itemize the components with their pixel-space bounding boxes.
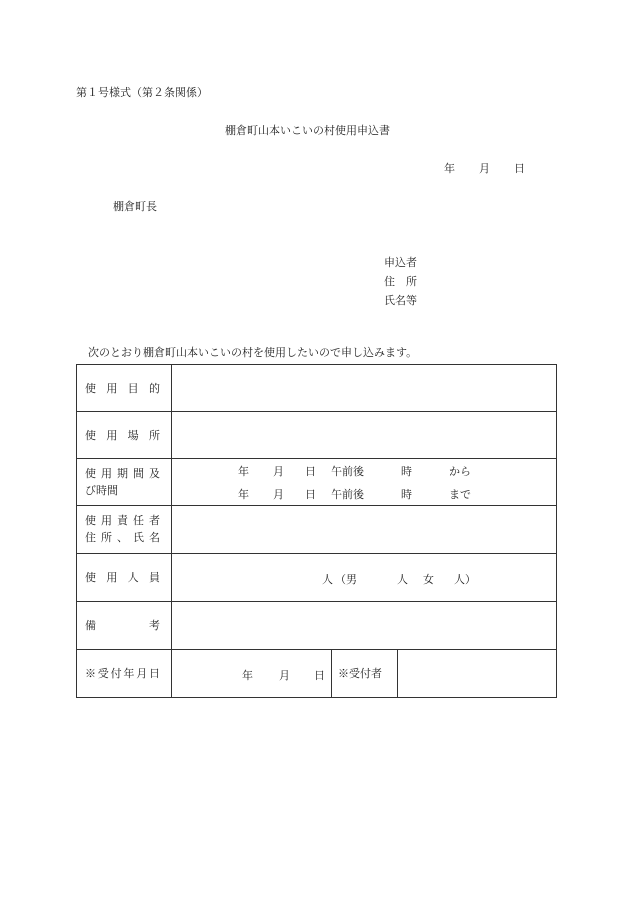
responsible-label-cell [77, 506, 172, 553]
people-female: 女 [423, 572, 434, 586]
responsible-label-line1: 使用責任者 [85, 514, 160, 528]
table-row [77, 412, 557, 459]
received-date-label: ※受付年月日 [85, 667, 160, 681]
received-date-label-cell [77, 649, 172, 697]
people-label-cell [77, 553, 172, 601]
name-label: 氏名等 [384, 294, 417, 307]
people-field[interactable] [172, 553, 557, 601]
place-label: 使用場所 [85, 429, 160, 443]
date-day: 日 [514, 162, 525, 175]
remarks-label: 備考 [85, 619, 160, 633]
receiver-field[interactable] [398, 649, 557, 697]
people-male-unit: 人 [397, 572, 408, 586]
received-month: 月 [279, 668, 290, 682]
people-label: 使用人員 [85, 571, 160, 585]
to-ampm: 午前後 [331, 488, 364, 502]
to-month: 月 [273, 488, 284, 502]
received-year: 年 [242, 668, 253, 682]
people-unit: 人 [322, 572, 333, 586]
to-hour: 時 [401, 488, 412, 502]
receiver-label-cell [332, 649, 398, 697]
from-ampm: 午前後 [331, 465, 364, 479]
remarks-label-cell [77, 601, 172, 649]
receiver-label: ※受付者 [338, 667, 382, 681]
people-female-unit: 人） [454, 572, 476, 586]
from-month: 月 [273, 465, 284, 479]
responsible-label-line2: 住所、氏名 [85, 531, 160, 545]
period-label-cell [77, 459, 172, 506]
table-row [77, 601, 557, 649]
page-title: 棚倉町山本いこいの村使用申込書 [225, 124, 390, 137]
to-day: 日 [305, 488, 316, 502]
table-row [77, 506, 557, 553]
place-label-cell [77, 412, 172, 459]
address-label: 住 所 [384, 275, 417, 288]
applicant-label: 申込者 [384, 256, 417, 269]
from-day: 日 [305, 465, 316, 479]
place-field[interactable] [172, 412, 557, 459]
from-hour: 時 [401, 465, 412, 479]
table-row [77, 365, 557, 412]
received-date-field[interactable] [172, 649, 332, 697]
responsible-field[interactable] [172, 506, 557, 553]
to-suffix: まで [449, 488, 471, 502]
purpose-field[interactable] [172, 365, 557, 412]
form-number: 第１号様式（第２条関係） [76, 86, 208, 99]
from-year: 年 [238, 465, 249, 479]
table-row [77, 553, 557, 601]
to-year: 年 [238, 488, 249, 502]
purpose-label: 使用目的 [85, 382, 160, 396]
period-field[interactable] [172, 459, 557, 506]
table-row [77, 459, 557, 506]
period-label-line2: び時間 [85, 484, 118, 498]
from-suffix: から [449, 465, 471, 479]
received-day: 日 [314, 668, 325, 682]
people-male: （男 [335, 572, 357, 586]
purpose-label-cell [77, 365, 172, 412]
remarks-field[interactable] [172, 601, 557, 649]
date-year: 年 [444, 162, 455, 175]
application-table [76, 364, 557, 698]
addressee: 棚倉町長 [113, 200, 157, 213]
table-row [77, 649, 557, 697]
date-month: 月 [479, 162, 490, 175]
intro-text: 次のとおり棚倉町山本いこいの村を使用したいので申し込みます。 [88, 346, 418, 359]
period-label-line1: 使用期間及 [85, 467, 160, 481]
